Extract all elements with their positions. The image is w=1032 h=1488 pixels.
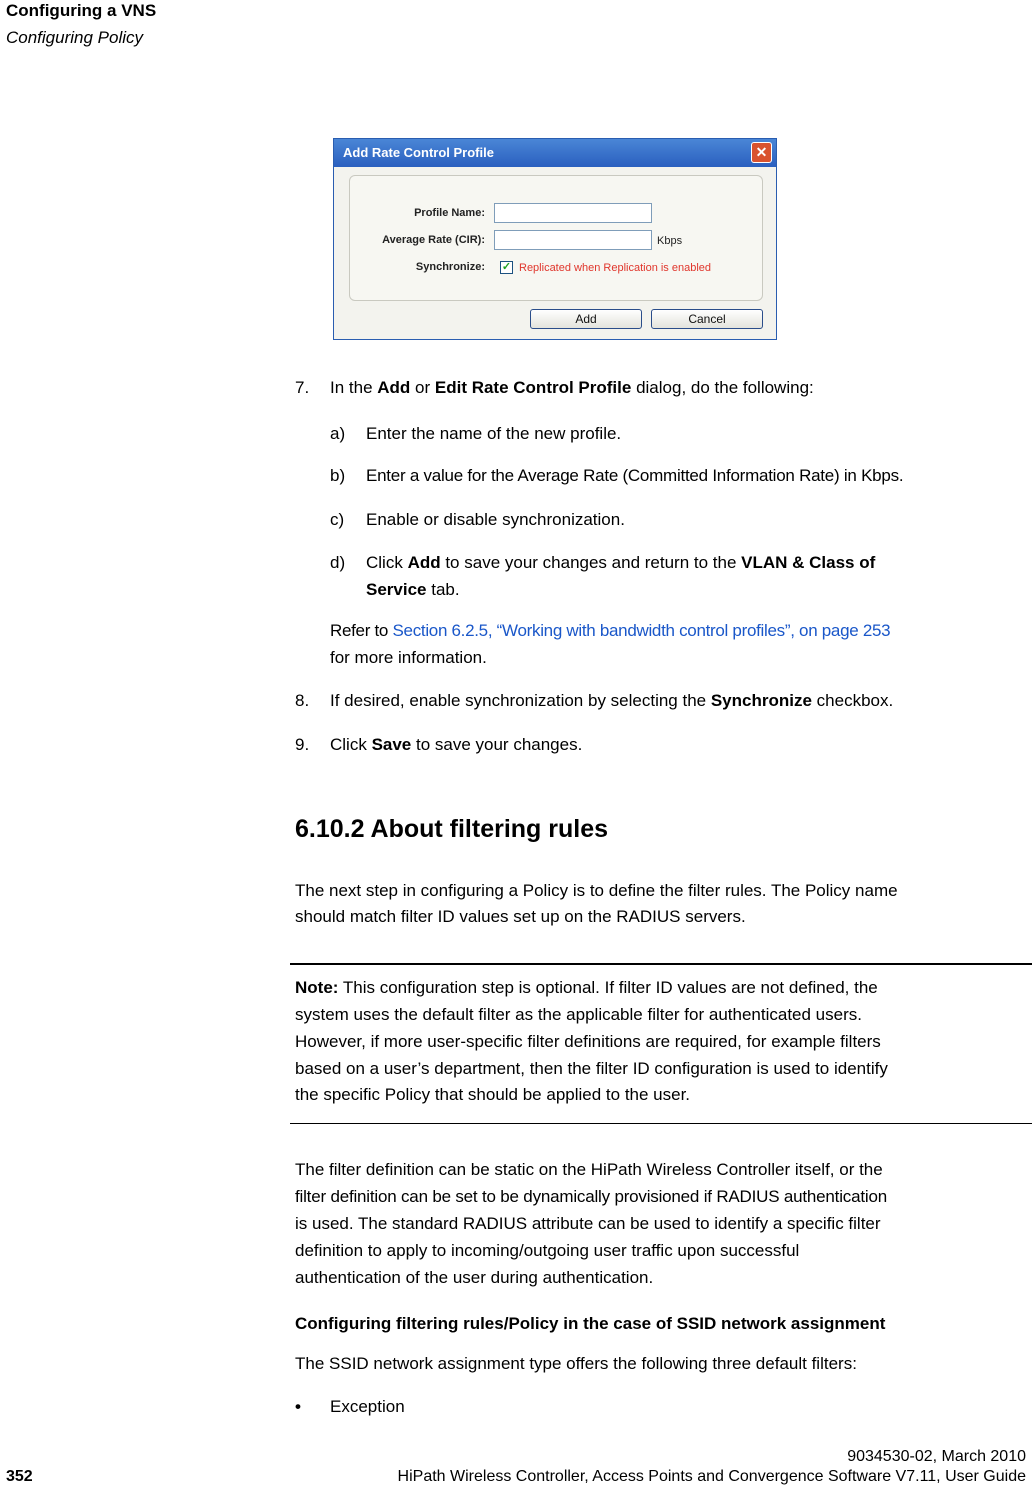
add-button[interactable]: Add <box>530 309 642 329</box>
substep-d-post: tab. <box>426 580 460 599</box>
substep-c-number: c) <box>330 510 345 529</box>
synchronize-label: Synchronize: <box>415 261 485 273</box>
subheading: Configuring filtering rules/Policy in the case of SSID network assignment <box>295 1314 886 1333</box>
close-icon[interactable]: ✕ <box>751 142 772 163</box>
running-header-chapter: Configuring a VNS <box>6 1 157 20</box>
average-rate-label: Average Rate (CIR): <box>382 234 485 246</box>
bullet-exception: Exception <box>330 1397 405 1416</box>
substep-d-bold-vlan: VLAN & Class of <box>741 553 876 572</box>
para3: The SSID network assignment type offers the following three default filters: <box>295 1354 857 1373</box>
substep-d-bold-add: Add <box>407 553 441 572</box>
running-header-section: Configuring Policy <box>6 28 144 47</box>
substep-d-text-line2 <box>366 578 460 601</box>
average-rate-input[interactable] <box>494 230 652 250</box>
dialog-titlebar <box>334 139 776 167</box>
refer-line <box>330 619 890 642</box>
substep-d-text-line1 <box>366 551 875 574</box>
step-7-mid: or <box>410 378 435 397</box>
cancel-button[interactable]: Cancel <box>651 309 763 329</box>
step-7-bold-edit: Edit Rate Control Profile <box>434 378 632 397</box>
note-bottom-rule <box>290 1123 1032 1124</box>
note-line3: However, if more user-specific filter definitions are required, for example filters <box>295 1032 881 1051</box>
note-line5: the specific Policy that should be applied to the user. <box>295 1085 691 1104</box>
section-heading: 6.10.2 About filtering rules <box>295 815 609 843</box>
step-7-pre: In the <box>330 378 378 397</box>
note-line1 <box>295 976 878 999</box>
step-9-pre: Click <box>330 735 372 754</box>
synchronize-note: Replicated when Replication is enabled <box>519 262 712 274</box>
note-top-rule <box>290 963 1032 965</box>
para2-line2: filter definition can be set to be dynamically provisioned if RADIUS authentication <box>295 1187 887 1206</box>
para2-line5: authentication of the user during authentication. <box>295 1268 654 1287</box>
substep-c-text: Enable or disable synchronization. <box>366 510 625 529</box>
step-9-number: 9. <box>295 735 310 754</box>
step-7-text <box>330 376 814 399</box>
dialog-title: Add Rate Control Profile <box>343 145 494 160</box>
para2-line4: definition to apply to incoming/outgoing user traffic upon successful <box>295 1241 800 1260</box>
note-label: Note: <box>295 978 339 997</box>
refer-post: for more information. <box>330 648 487 667</box>
step-8-number: 8. <box>295 691 310 710</box>
step-7-bold-add: Add <box>377 378 411 397</box>
step-8-bold-synchronize: Synchronize <box>710 691 812 710</box>
dialog-form-panel <box>349 175 763 301</box>
step-9-text <box>330 733 582 756</box>
para1-line2: should match filter ID values set up on the RADIUS servers. <box>295 907 746 926</box>
step-9-bold-save: Save <box>371 735 412 754</box>
substep-d-number: d) <box>330 553 346 572</box>
average-rate-unit: Kbps <box>657 235 683 247</box>
refer-pre: Refer to <box>330 621 393 640</box>
substep-d-pre: Click <box>366 553 408 572</box>
profile-name-input[interactable] <box>494 203 652 223</box>
step-8-pre: If desired, enable synchronization by selecting the <box>330 691 711 710</box>
substep-a-text: Enter the name of the new profile. <box>366 424 622 443</box>
bullet-icon: • <box>295 1397 301 1416</box>
substep-d-bold-service: Service <box>366 580 427 599</box>
para1-line1: The next step in configuring a Policy is to define the filter rules. The Policy name <box>295 881 898 900</box>
para2-line3: is used. The standard RADIUS attribute can be used to identify a specific filter <box>295 1214 881 1233</box>
step-7-number: 7. <box>295 378 310 397</box>
para2-line1: The filter definition can be static on the HiPath Wireless Controller itself, or the <box>295 1160 883 1179</box>
note-line4: based on a user’s department, then the filter ID configuration is used to identify <box>295 1059 888 1078</box>
substep-a-number: a) <box>330 424 346 443</box>
step-8-text <box>330 689 893 712</box>
step-8-post: checkbox. <box>811 691 894 710</box>
synchronize-checkbox[interactable]: ✓ <box>501 261 512 273</box>
step-7-post: dialog, do the following: <box>631 378 814 397</box>
footer-page-number: 352 <box>6 1468 33 1485</box>
add-rate-control-profile-dialog <box>333 138 777 340</box>
substep-b-text: Enter a value for the Average Rate (Committed Information Rate) in Kbps. <box>366 466 904 485</box>
footer-doc-number: 9034530-02, March 2010 <box>847 1448 1026 1465</box>
section-6-2-5-link[interactable]: Section 6.2.5, “Working with bandwidth control profiles”, on page 253 <box>392 621 891 640</box>
note-line2: system uses the default filter as the applicable filter for authenticated users. <box>295 1005 862 1024</box>
substep-d-mid: to save your changes and return to the <box>440 553 742 572</box>
footer-doc-title: HiPath Wireless Controller, Access Points and Convergence Software V7.11, User Guide <box>397 1468 1026 1485</box>
profile-name-label: Profile Name: <box>414 207 485 219</box>
note-line1-text: This configuration step is optional. If filter ID values are not defined, the <box>338 978 878 997</box>
step-9-post: to save your changes. <box>411 735 583 754</box>
substep-b-number: b) <box>330 466 346 485</box>
